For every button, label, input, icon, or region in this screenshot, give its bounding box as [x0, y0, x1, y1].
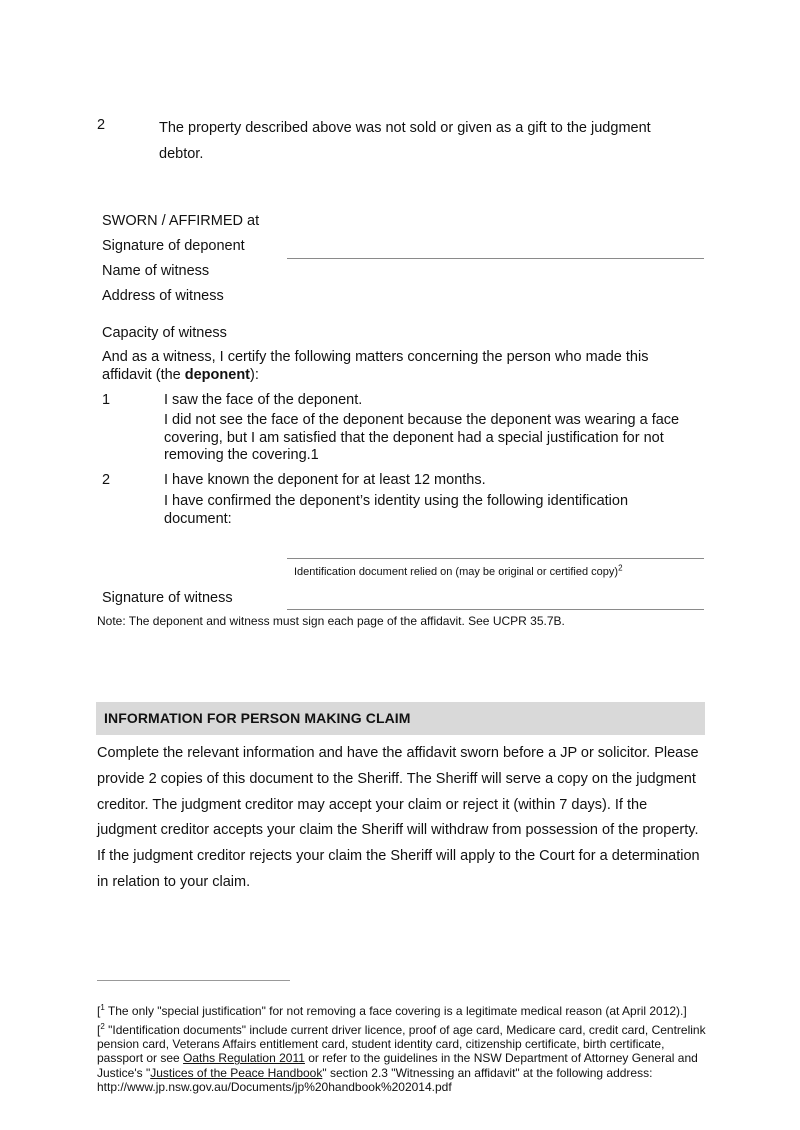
address-witness-label: Address of witness	[102, 288, 224, 304]
certify-statement	[102, 349, 682, 384]
paragraph-text: The property described above was not sold or given as a gift to the judgment debtor.	[159, 120, 651, 162]
paragraph-number: 2	[97, 117, 106, 133]
footnote-2-text-b: or refer to the guidelines in the NSW Department of Attorney General and Justice's "	[97, 1051, 698, 1080]
footnote-2-open: [	[97, 1023, 101, 1037]
footnote-separator	[97, 980, 290, 981]
identification-caption	[294, 565, 623, 579]
signature-witness-label: Signature of witness	[102, 590, 233, 606]
item-line-a: I have known the deponent for at least 12 months.	[164, 472, 486, 488]
footnote-2-text-a: "Identification documents" include current driver licence, proof of age card, Medicare card, credit card, Centrelink pension card, Veterans Affairs entitlement card, student identity card, citizenship certificate, birth certificate, passport or see	[97, 1023, 706, 1066]
info-heading-band	[96, 702, 705, 735]
ucpr-note: Note: The deponent and witness must sign each page of the affidavit. See UCPR 35.7B.	[97, 614, 565, 628]
footnote-ref-2: 2	[618, 563, 623, 573]
item-number: 1	[102, 392, 111, 408]
footnote-2	[97, 1023, 707, 1094]
item-line-b: I did not see the face of the deponent because the deponent was wearing a face covering, but I am satisfied that the deponent had a special justification for not removing the covering.1	[164, 412, 680, 463]
footnote-2-text-c: " section 2.3 "Witnessing an affidavit" at the following address: http://www.jp.nsw.gov.au/Documents/jp%20handbook%202014.pdf	[97, 1065, 653, 1094]
signature-deponent-label: Signature of deponent	[102, 238, 245, 254]
signature-deponent-line[interactable]	[287, 258, 704, 259]
item-line-b: I have confirmed the deponent’s identity using the following identification document:	[164, 493, 629, 527]
certify-end: ):	[250, 366, 259, 383]
footnote-1-text: The only "special justification" for not removing a face covering is a legitimate medical reason (at April 2012).]	[104, 1004, 687, 1018]
certify-bold: deponent	[184, 366, 251, 383]
sworn-label: SWORN / AFFIRMED at	[102, 213, 260, 229]
jp-handbook-link[interactable]: Justices of the Peace Handbook	[150, 1065, 323, 1080]
item-number: 2	[102, 472, 111, 488]
footnote-1-marker: 1	[100, 1003, 105, 1012]
item-line-a: I saw the face of the deponent.	[164, 392, 363, 408]
info-heading: INFORMATION FOR PERSON MAKING CLAIM	[104, 710, 411, 726]
footnote-2-marker: 2	[100, 1022, 105, 1031]
certify-intro: And as a witness, I certify the following matters concerning the person who made this affidavit (the	[102, 349, 649, 383]
identification-caption-text: Identification document relied on (may be original or certified copy)	[294, 566, 619, 578]
capacity-witness-label: Capacity of witness	[102, 325, 227, 341]
footnote-1-open: [	[97, 1004, 101, 1018]
name-witness-label: Name of witness	[102, 263, 210, 279]
info-body: Complete the relevant information and have the affidavit sworn before a JP or solicitor. Please provide 2 copies of this document to the Sheriff. The Sheriff will serve a copy on the judgment creditor. The judgment creditor may accept your claim or reject it (within 7 days). If the judgment creditor accepts your claim the Sheriff will withdraw from possession of the property. If the judgment creditor rejects your claim the Sheriff will apply to the Court for a determination in relation to your claim.	[97, 745, 700, 890]
identification-document-line[interactable]	[287, 558, 704, 559]
signature-witness-line[interactable]	[287, 609, 704, 610]
footnote-1	[97, 1004, 707, 1018]
oaths-regulation-link[interactable]: Oaths Regulation 2011	[183, 1051, 305, 1066]
